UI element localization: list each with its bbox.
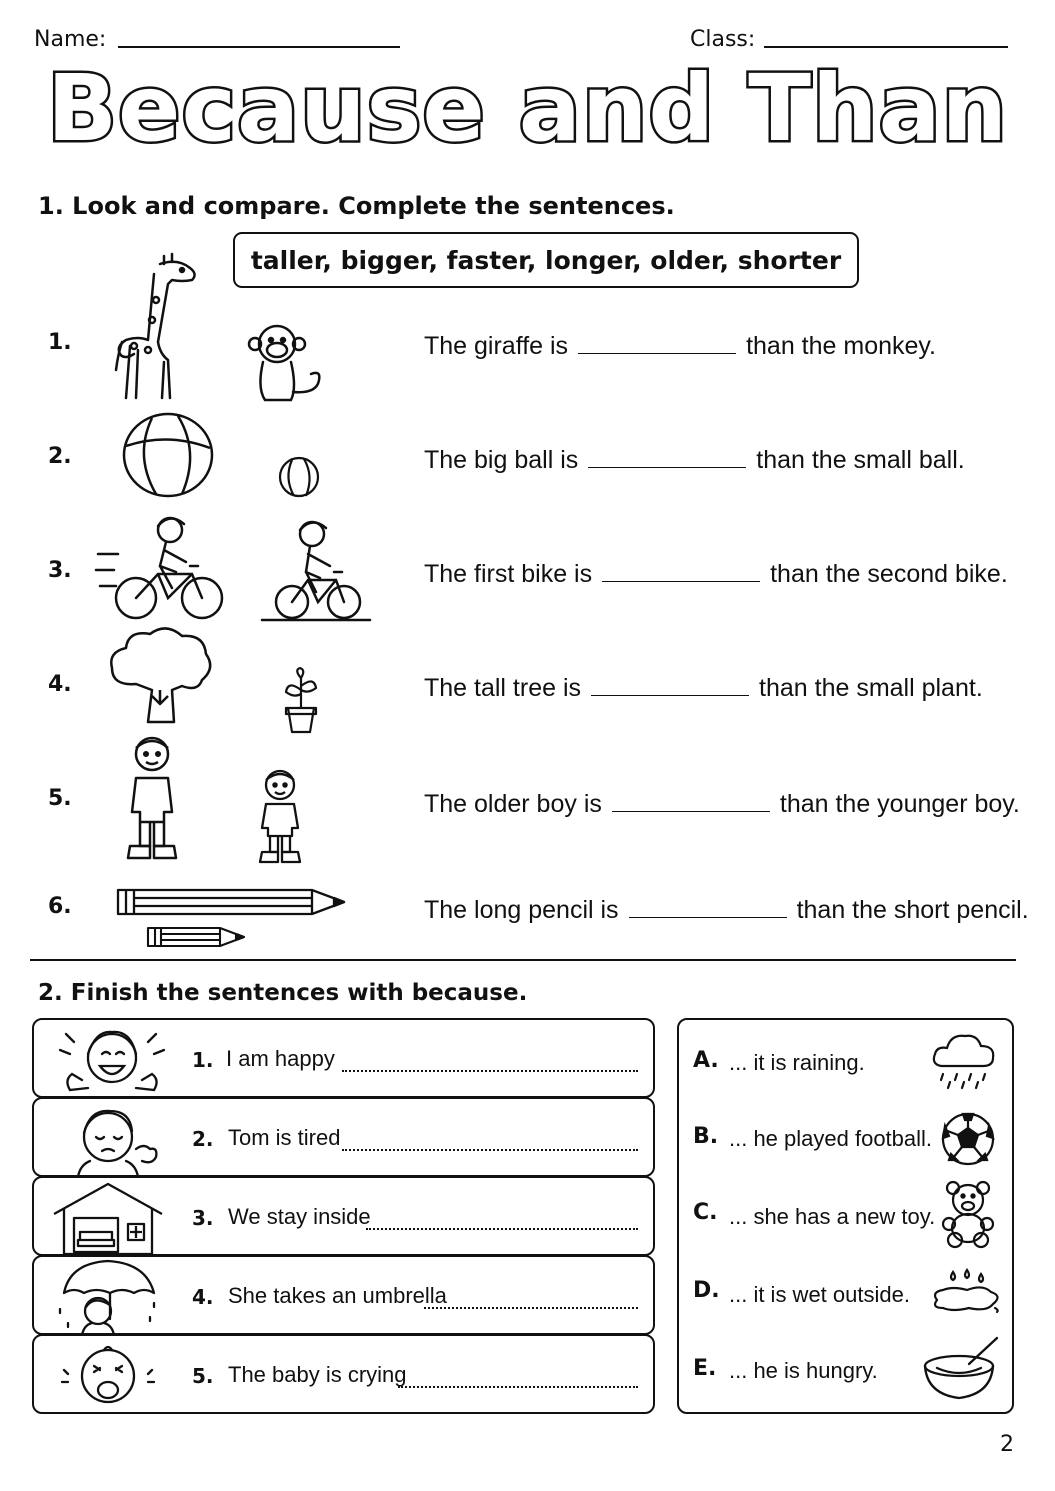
sentence-row [424,560,1008,589]
tree-icon [106,626,216,726]
sentence-row [424,896,1029,925]
answer-line[interactable] [366,1228,638,1230]
house-icon [52,1180,164,1256]
big-ball-icon [122,412,214,498]
option-letter: C. [693,1200,718,1225]
answer-blank[interactable] [591,677,749,696]
slow-bike-icon [262,512,370,624]
sentence-start: I am happy [226,1046,335,1071]
giraffe-icon [108,250,204,402]
option-text: ... he is hungry. [729,1358,878,1383]
sentence-start: The baby is crying [228,1362,407,1387]
option-letter: D. [693,1278,720,1303]
sentence-card [32,1176,655,1256]
sentence-start: The long pencil is [424,896,619,924]
answer-blank[interactable] [612,793,770,812]
long-pencil-icon [116,888,348,916]
sentence-start: She takes an umbrella [228,1283,447,1308]
sentence-start: The big ball is [424,446,579,474]
sentence-end: than the monkey. [746,332,936,360]
answer-line[interactable] [398,1386,638,1388]
item-number: 1. [192,1048,214,1072]
crying-baby-icon [58,1340,158,1412]
item-number: 3. [192,1206,214,1230]
answer-line[interactable] [342,1070,638,1072]
option-text: ... it is wet outside. [729,1282,910,1307]
sentence-row [424,790,1020,819]
class-field[interactable] [764,46,1008,48]
sentence-end: than the second bike. [770,560,1008,588]
sentence-end: than the small plant. [759,674,983,702]
worksheet-title: Because and Than [46,55,1009,162]
sentence-start: We stay inside [228,1204,371,1229]
older-boy-icon [124,734,180,866]
answer-line[interactable] [342,1149,638,1151]
sentence-card [32,1334,655,1414]
name-label: Name: [34,27,107,52]
section2-heading: 2. Finish the sentences with because. [38,980,528,1006]
younger-boy-icon [256,768,304,868]
item-number: 3. [48,558,72,583]
item-number: 1. [48,330,72,355]
item-number: 4. [192,1285,214,1309]
football-icon [941,1112,995,1166]
sentence-row [424,332,936,361]
sentence-end: than the short pencil. [796,896,1029,924]
sentence-start: The older boy is [424,790,602,818]
page-number: 2 [1000,1432,1014,1457]
sentence-card [32,1255,655,1335]
option-letter: E. [693,1356,717,1381]
sentence-start: The tall tree is [424,674,582,702]
option-text: ... she has a new toy. [729,1204,936,1229]
sentence-card [32,1018,655,1098]
sentence-start: Tom is tired [228,1125,341,1150]
fast-bike-icon [94,510,224,622]
word-bank: taller, bigger, faster, longer, older, shorter [233,232,859,288]
option-text: ... he played football. [729,1126,933,1151]
item-number: 2. [48,444,72,469]
sentence-row [424,674,983,703]
rain-cloud-icon [931,1030,997,1090]
section-divider [30,959,1016,961]
monkey-icon [247,318,327,404]
answer-blank[interactable] [629,899,787,918]
teddy-bear-icon [939,1180,997,1248]
answer-blank[interactable] [602,563,760,582]
sentence-row [424,446,965,475]
item-number: 4. [48,672,72,697]
answer-line[interactable] [424,1307,638,1309]
item-number: 6. [48,894,72,919]
bowl-icon [923,1336,1001,1402]
item-number: 2. [192,1127,214,1151]
sentence-start: The giraffe is [424,332,569,360]
sentence-end: than the younger boy. [779,790,1020,818]
happy-girl-icon [56,1024,168,1096]
option-letter: A. [693,1048,719,1073]
sentence-start: The first bike is [424,560,593,588]
small-ball-icon [278,456,320,498]
sentence-end: than the small ball. [756,446,965,474]
item-number: 5. [192,1364,214,1388]
answer-blank[interactable] [588,449,746,468]
short-pencil-icon [146,926,246,948]
puddle-icon [929,1268,1003,1318]
tired-boy-icon [64,1103,164,1177]
item-number: 5. [48,786,72,811]
answer-blank[interactable] [578,335,736,354]
name-field[interactable] [118,46,400,48]
plant-icon [282,668,320,734]
option-text: ... it is raining. [729,1050,865,1075]
sentence-card [32,1097,655,1177]
umbrella-girl-icon [54,1259,164,1335]
option-letter: B. [693,1124,719,1149]
class-label: Class: [690,27,756,52]
section1-heading: 1. Look and compare. Complete the sentences. [38,192,675,220]
reasons-box [677,1018,1014,1414]
